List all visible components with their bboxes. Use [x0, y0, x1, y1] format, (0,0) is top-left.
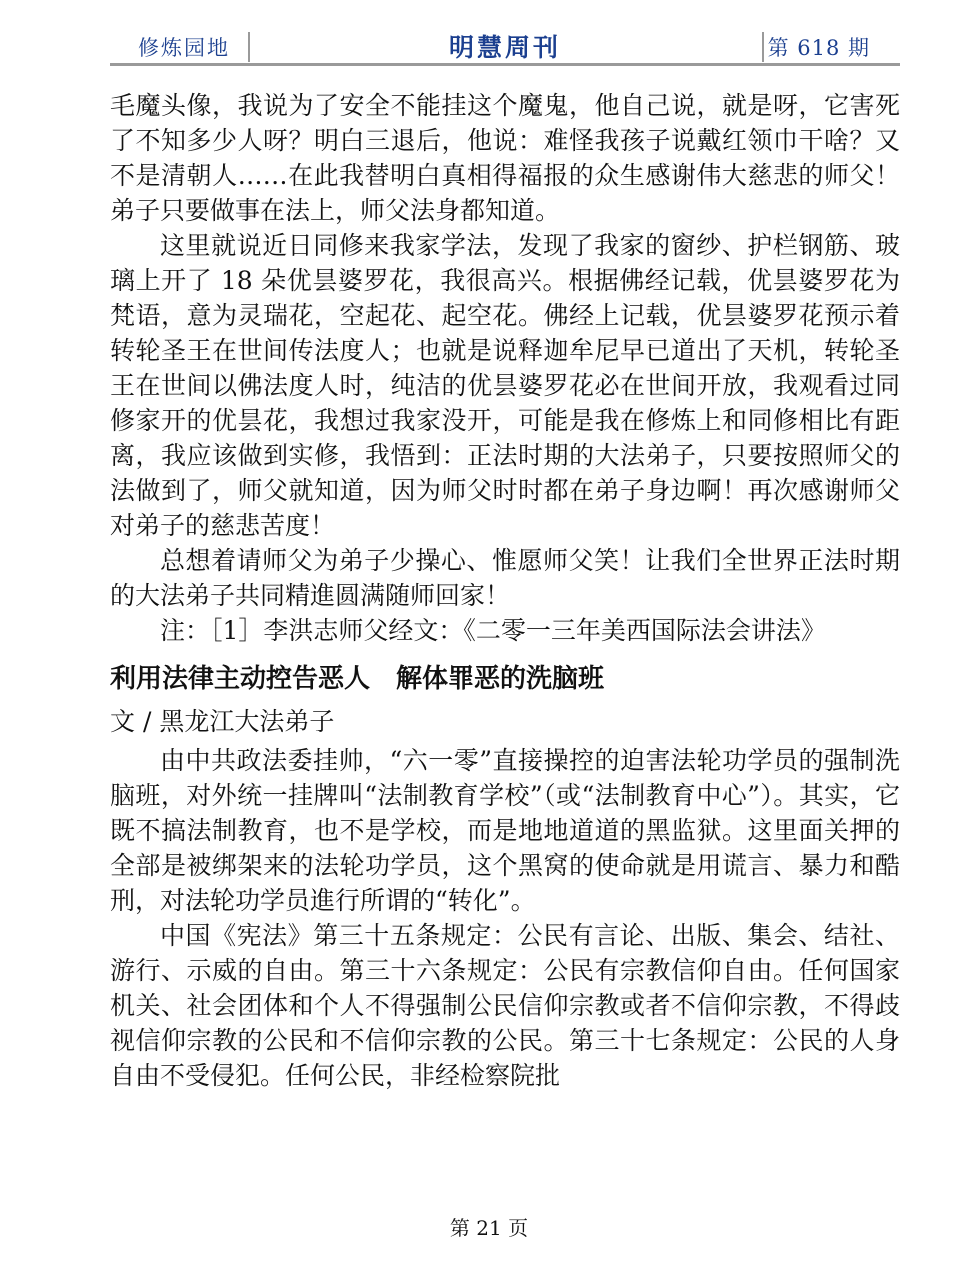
page-content: [110, 88, 900, 1093]
article2-paragraph: 由中共政法委挂帅，“六一零”直接操控的迫害法轮功学员的强制洗脑班，对外统一挂牌叫“法制教育学校”（或“法制教育中心”）。其实，它既不搞法制教育，也不是学校，而是地地道道的黑监狱。这里面关押的全部是被绑架来的法轮功学员，这个黑窝的使命就是用谎言、暴力和酷刑，对法轮功学员進行所谓的“转化”。: [110, 746, 900, 915]
article2-byline: 文 / 黑龙江大法弟子: [110, 707, 335, 736]
header-divider-right: [762, 32, 764, 62]
article1-paragraph: 毛魔头像，我说为了安全不能挂这个魔鬼，他自己说，就是呀，它害死了不知多少人呀？明白三退后，他说：难怪我孩子说戴红领巾干啥？又不是清朝人……在此我替明白真相得福报的众生感谢伟大慈悲的师父！弟子只要做事在法上，师父法身都知道。: [110, 91, 900, 225]
issue-number: 第 618 期: [767, 36, 870, 60]
page-header: [110, 26, 900, 66]
article1-paragraph: 这里就说近日同修来我家学法，发现了我家的窗纱、护栏钢筋、玻璃上开了 18 朵优昙婆罗花，我很高兴。根据佛经记载，优昙婆罗花为梵语，意为灵瑞花，空起花、起空花。佛经上记载，优昙婆罗花预示着转轮圣王在世间传法度人；也就是说释迦牟尼早已道出了天机，转轮圣王在世间以佛法度人时，纯洁的优昙婆罗花必在世间开放，我观看过同修家开的优昙花，我想过我家没开，可能是我在修炼上和同修相比有距离，我应该做到实修，我悟到：正法时期的大法弟子，只要按照师父的法做到了，师父就知道，因为师父时时都在弟子身边啊！再次感谢师父对弟子的慈悲苦度！: [110, 231, 900, 540]
page-number: 第 21 页: [449, 1216, 529, 1240]
article1-note: 注：［1］李洪志师父经文：《二零一三年美西国际法会讲法》: [160, 616, 826, 645]
article2-paragraph: 中国《宪法》第三十五条规定：公民有言论、出版、集会、结社、游行、示威的自由。第三十六条规定：公民有宗教信仰自由。任何国家机关、社会团体和个人不得强制公民信仰宗教或者不信仰宗教，不得歧视信仰宗教的公民和不信仰宗教的公民。第三十七条规定：公民的人身自由不受侵犯。任何公民，非经检察院批: [110, 921, 900, 1090]
article1-paragraph: 总想着请师父为弟子少操心、惟愿师父笑！让我们全世界正法时期的大法弟子共同精進圆满随师回家！: [110, 546, 900, 610]
section-label: 修炼园地: [138, 36, 230, 60]
publication-title: 明慧周刊: [448, 33, 561, 62]
article2-title: 利用法律主动控告恶人 解体罪恶的洗脑班: [110, 664, 605, 694]
